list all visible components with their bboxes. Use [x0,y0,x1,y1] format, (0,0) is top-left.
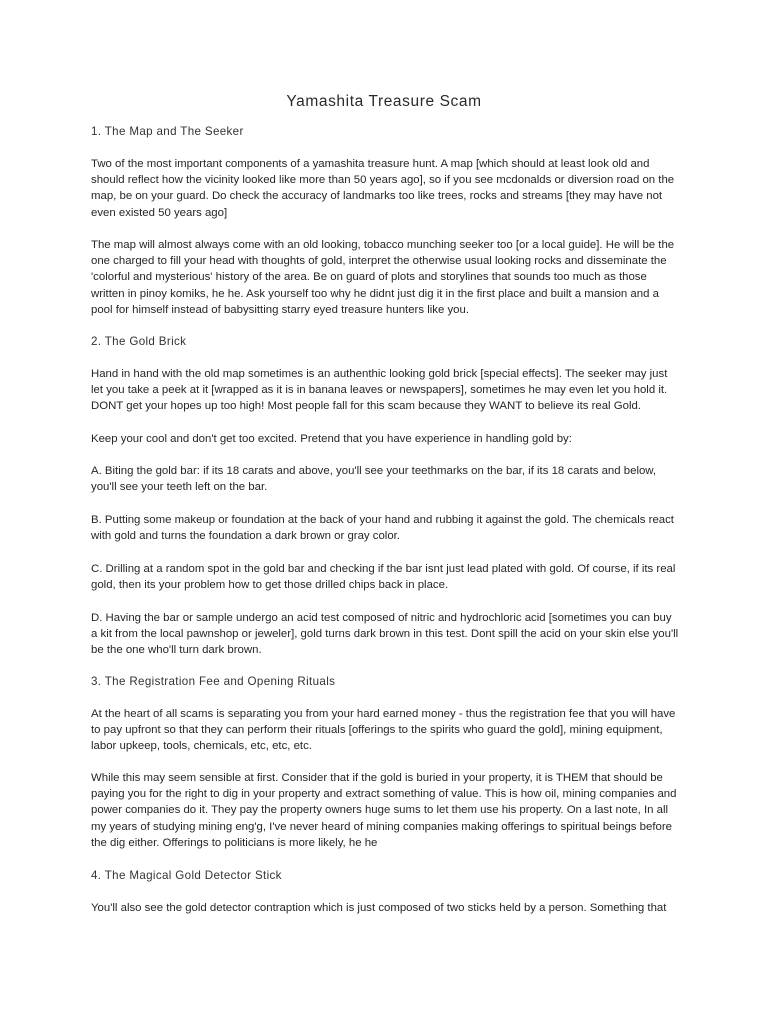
list-item-b-makeup: B. Putting some makeup or foundation at the back of your hand and rubbing it against the gold. The chemicals react with gold and turns the foundation a dark brown or gray color. [91,514,674,543]
section-heading-gold-brick: 2. The Gold Brick [91,335,187,348]
paragraph-keep-cool: Keep your cool and don't get too excited. Pretend that you have experience in handling gold by: [91,433,572,445]
list-item-a-biting: A. Biting the gold bar: if its 18 carats and above, you'll see your teethmarks on the bar, if its 18 carats and below, you'll see your teeth left on the bar. [91,465,657,494]
paragraph-gold-brick: Hand in hand with the old map sometimes is an authenthic looking gold brick [special effects]. The seeker may just let you take a peek at it [wrapped as it is in banana leaves or newspapers], sometimes he may even let you hold it. DONT get your hopes up too high! Most people fall for this scam because they WANT to believe its real Gold. [91,368,668,413]
list-item-c-drilling: C. Drilling at a random spot in the gold bar and checking if the bar isnt just lead plated with gold. Of course, if its real gold, then its your problem how to get those drilled chips back in place. [91,563,676,592]
paragraph-gold-detector: You'll also see the gold detector contraption which is just composed of two sticks held by a person. Something that [91,902,667,914]
paragraph-map: Two of the most important components of a yamashita treasure hunt. A map [which should at least look old and should reflect how the vicinity looked like more than 50 years ago], so if you see mcdonalds or diversion road on the map, be on your guard. Do check the accuracy of landmarks too like trees, rocks and streams [they may have not even existed 50 years ago] [91,158,675,219]
paragraph-seeker: The map will almost always come with an old looking, tobacco munching seeker too [or a local guide]. He will be the one charged to fill your head with thoughts of gold, interpret the otherwise usual looking rocks and disseminate the 'colorful and mysterious' history of the area. Be on guard of plots and storylines that sounds too much as those written in pinoy komiks, he he. Ask yourself too why he didnt just dig it in the first place and built a mansion and a pool for himself instead of babysitting starry eyed treasure hunters like you. [91,239,675,316]
document-title: Yamashita Treasure Scam [286,93,482,110]
list-item-d-acid-test: D. Having the bar or sample undergo an acid test composed of nitric and hydrochloric acid [sometimes you can buy a kit from the local pawnshop or jeweler], gold turns dark brown in this test. Dont spill the acid on your skin else you'll be the one who'll turn dark brown. [91,612,679,657]
section-heading-registration-fee: 3. The Registration Fee and Opening Rituals [91,675,336,688]
section-heading-map-and-seeker: 1. The Map and The Seeker [91,125,244,138]
paragraph-registration-fee: At the heart of all scams is separating you from your hard earned money - thus the registration fee that you will have to pay upfront so that they can perform their rituals [offerings to the spirits who guard the gold], mining equipment, labor upkeep, tools, chemicals, etc, etc, etc. [91,708,676,753]
paragraph-property-rights: While this may seem sensible at first. Consider that if the gold is buried in your property, it is THEM that should be paying you for the right to dig in your property and extract something of value. This is how oil, mining companies and power companies do it. They pay the property owners huge sums to let them use his property. On a last note, In all my years of studying mining eng'g, I've never heard of mining companies making offerings to spiritual beings before the dig either. Offerings to politicians is more likely, he he [91,772,677,849]
section-heading-gold-detector: 4. The Magical Gold Detector Stick [91,869,282,882]
